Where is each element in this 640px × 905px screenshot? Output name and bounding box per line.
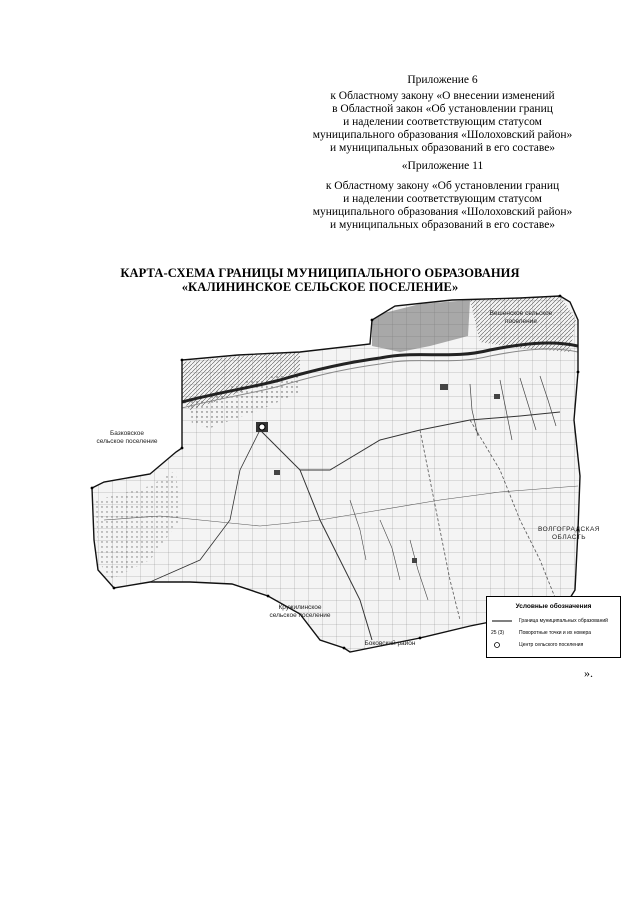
legend-item <box>491 629 617 637</box>
appendix-6-line: и наделении соответствующим статусом <box>343 116 542 128</box>
legend-item <box>491 641 617 649</box>
appendix-11-title: «Приложение 11 <box>401 160 484 172</box>
label-north-neighbor: Вешенское сельское поселение <box>489 310 553 325</box>
appendix-6-line: муниципального образования «Шолоховский район» <box>312 129 573 141</box>
appendix-11-line: к Областному закону «Об установлении границ <box>325 180 560 192</box>
boundary-line-icon <box>491 617 513 625</box>
settlement-center-icon <box>491 641 513 649</box>
legend-item-label: Поворотные точки и их номера <box>519 630 592 636</box>
appendix-11-line: муниципального образования «Шолоховский район» <box>312 206 573 218</box>
legend-item-symbol: 25 (3) <box>491 630 505 636</box>
appendix-11-line: и наделении соответствующим статусом <box>343 193 542 205</box>
map-title-line-2: «КАЛИНИНСКОЕ СЕЛЬСКОЕ ПОСЕЛЕНИЕ» <box>181 280 459 294</box>
appendix-11-line: и муниципальных образований в его составе» <box>329 219 556 231</box>
legend-item <box>491 617 617 625</box>
label-west-neighbor: Базковское сельское поселение <box>96 430 158 445</box>
appendix-6-line: и муниципальных образований в его составе» <box>329 142 556 154</box>
label-south-neighbor: Кружилинское сельское поселение <box>269 604 331 619</box>
label-east-neighbor: ВОЛГОГРАДСКАЯ ОБЛАСТЬ <box>538 526 600 541</box>
appendix-6-title: Приложение 6 <box>407 74 478 86</box>
map-title-line-1: КАРТА-СХЕМА ГРАНИЦЫ МУНИЦИПАЛЬНОГО ОБРАЗОВАНИЯ <box>120 266 520 280</box>
closing-quote: ». <box>584 666 593 680</box>
settlement-center-marker <box>259 424 265 430</box>
appendix-6-line: в Областной закон «Об установлении границ <box>332 103 553 115</box>
legend-item-label: Граница муниципальных образований <box>519 618 608 624</box>
label-south-edge: Боковский район <box>364 640 416 647</box>
map-legend <box>486 596 621 658</box>
legend-item-label: Центр сельского поселения <box>519 642 584 648</box>
appendix-6-line: к Областному закону «О внесении изменений <box>330 90 555 102</box>
legend-title: Условные обозначения <box>515 603 592 610</box>
